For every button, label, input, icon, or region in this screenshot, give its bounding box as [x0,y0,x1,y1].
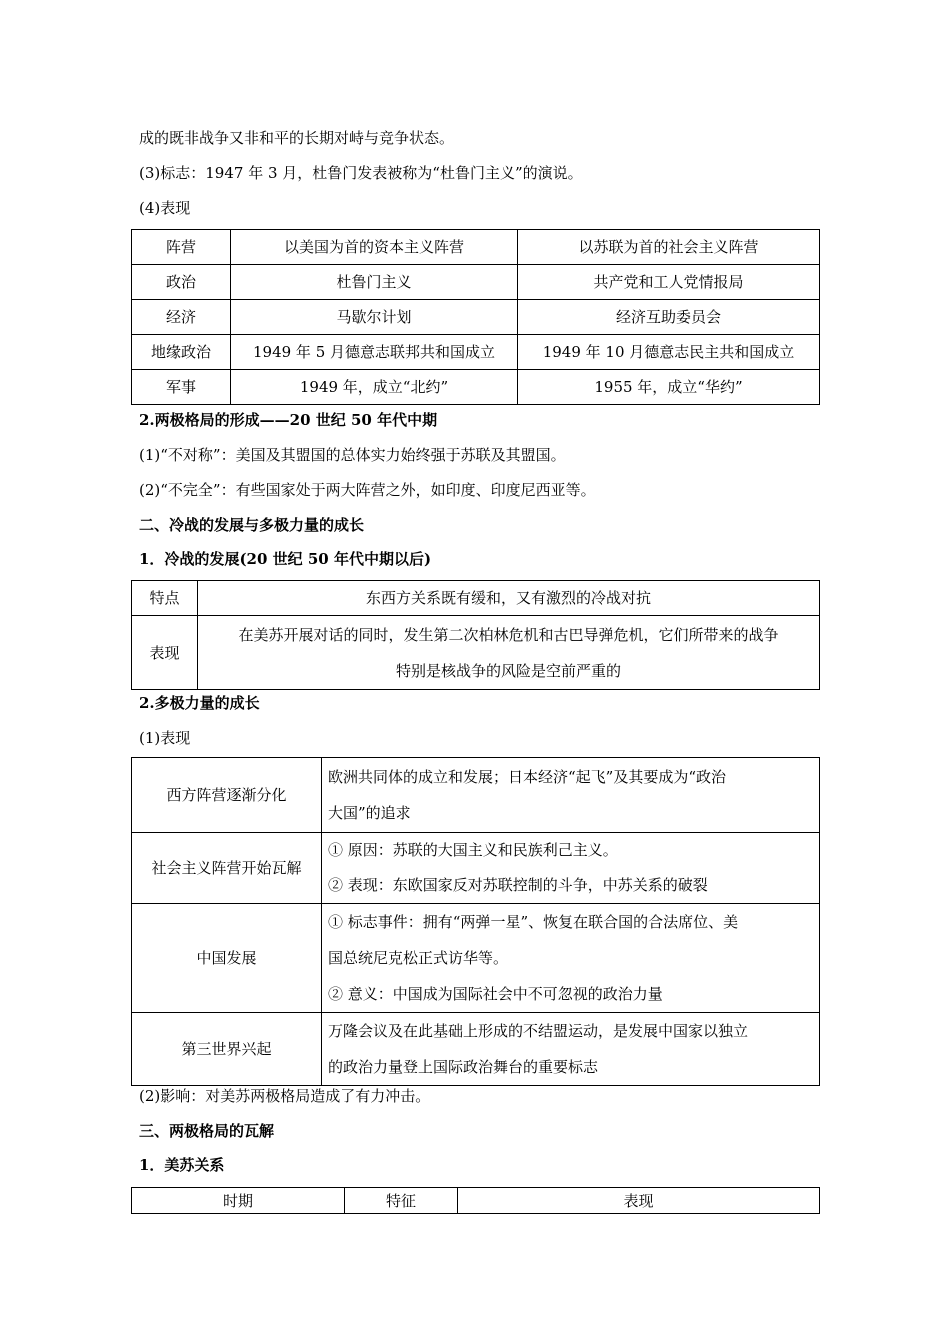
camp-comparison-table [131,229,820,405]
table-cell: 西方阵营逐渐分化 [132,758,322,833]
table-row [132,1013,820,1086]
table-cell: 经济 [132,300,231,335]
table-row [132,758,820,833]
paragraph-continuation: 成的既非战争又非和平的长期对峙与竞争状态。 [139,129,455,147]
table-cell: 地缘政治 [132,335,231,370]
heading-us-soviet-relations: 1．美苏关系 [139,1156,225,1174]
cell-line: 大国”的追求 [328,804,411,822]
cell-line: ② 表现：东欧国家反对苏联控制的斗争，中苏关系的破裂 [328,876,708,894]
table-cell: 以美国为首的资本主义阵营 [231,230,518,265]
us-soviet-table [131,1187,820,1214]
cell-line: ① 原因：苏联的大国主义和民族利己主义。 [328,841,618,859]
table-cell: 1949 年 5 月德意志联邦共和国成立 [231,335,518,370]
table-row [132,581,820,616]
paragraph-manifestation-2: (1)表现 [139,729,191,747]
table-cell: 表现 [132,616,198,690]
table-row [132,904,820,1013]
heading-bipolar-formation: 2.两极格局的形成——20 世纪 50 年代中期 [139,411,438,429]
cell-line: ② 意义：中国成为国际社会中不可忽视的政治力量 [328,985,663,1003]
heading-multipolar-growth: 2.多极力量的成长 [139,694,260,712]
table-row [132,616,820,690]
table-cell: 政治 [132,265,231,300]
cell-line: 特别是核战争的风险是空前严重的 [395,661,621,680]
paragraph-symbol: (3)标志：1947 年 3 月，杜鲁门发表被称为“杜鲁门主义”的演说。 [139,164,583,182]
cell-line: ① 标志事件：拥有“两弹一星”、恢复在联合国的合法席位、美 [328,913,739,931]
paragraph-impact: (2)影响：对美苏两极格局造成了有力冲击。 [139,1087,431,1105]
paragraph-asymmetry: (1)“不对称”：美国及其盟国的总体实力始终强于苏联及其盟国。 [139,446,566,464]
paragraph-incomplete: (2)“不完全”：有些国家处于两大阵营之外，如印度、印度尼西亚等。 [139,481,596,499]
cell-line: 在美苏开展对话的同时，发生第二次柏林危机和古巴导弹危机，它们所带来的战争 [238,625,779,644]
section-title-cold-war-development: 二、冷战的发展与多极力量的成长 [139,516,365,534]
table-row [132,300,820,335]
table-cell: 以苏联为首的社会主义阵营 [518,230,820,265]
table-cell [322,758,820,833]
table-cell: 中国发展 [132,904,322,1013]
table-header-row [132,230,820,265]
table-cell [322,1013,820,1086]
table-cell: 特征 [345,1188,458,1214]
table-cell: 特点 [132,581,198,616]
cold-war-table [131,580,820,690]
table-cell: 社会主义阵营开始瓦解 [132,833,322,904]
table-row [132,370,820,405]
table-cell: 阵营 [132,230,231,265]
table-cell: 1949 年，成立“北约” [231,370,518,405]
table-cell: 马歇尔计划 [231,300,518,335]
table-header-row [132,1188,820,1214]
table-row [132,335,820,370]
table-cell [322,904,820,1013]
table-cell: 共产党和工人党情报局 [518,265,820,300]
table-row [132,265,820,300]
table-cell: 经济互助委员会 [518,300,820,335]
cell-line: 的政治力量登上国际政治舞台的重要标志 [328,1058,599,1076]
table-cell: 第三世界兴起 [132,1013,322,1086]
cell-line: 万隆会议及在此基础上形成的不结盟运动，是发展中国家以独立 [328,1022,749,1040]
table-cell: 表现 [458,1188,820,1214]
table-cell: 杜鲁门主义 [231,265,518,300]
section-title-bipolar-collapse: 三、两极格局的瓦解 [139,1122,275,1140]
table-row [132,833,820,904]
table-cell: 时期 [132,1188,345,1214]
table-cell [322,833,820,904]
table-cell: 东西方关系既有缓和，又有激烈的冷战对抗 [198,581,820,616]
table-cell: 军事 [132,370,231,405]
table-cell [198,616,820,690]
table-cell: 1949 年 10 月德意志民主共和国成立 [518,335,820,370]
cell-line: 欧洲共同体的成立和发展；日本经济“起飞”及其要成为“政治 [328,768,727,786]
table-cell: 1955 年，成立“华约” [518,370,820,405]
paragraph-manifestation: (4)表现 [139,199,191,217]
multipolar-table [131,757,820,1086]
heading-cold-war-development: 1．冷战的发展(20 世纪 50 年代中期以后) [139,550,432,568]
cell-line: 国总统尼克松正式访华等。 [328,949,509,967]
